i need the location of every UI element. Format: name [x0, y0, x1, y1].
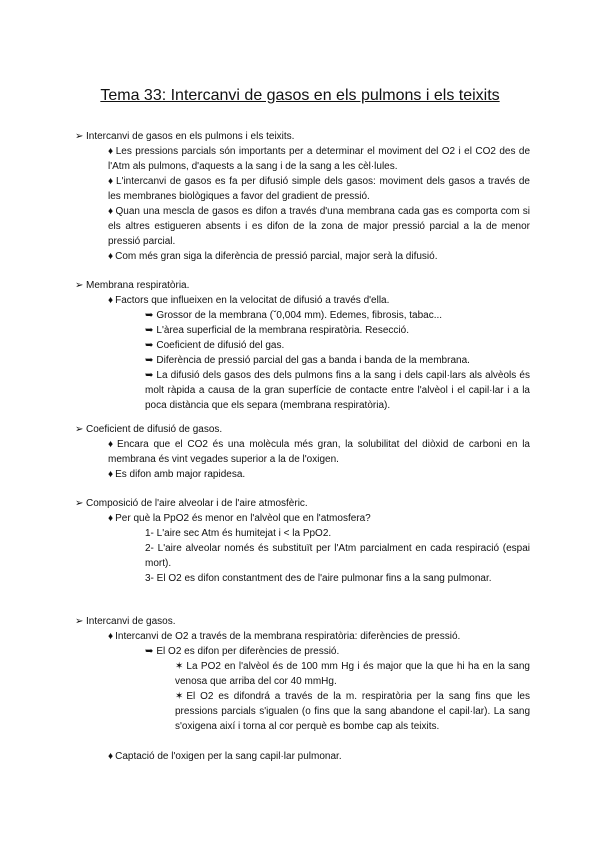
star-bullet-icon: ✶ — [175, 661, 184, 672]
curved-arrow-icon: ➥ — [145, 325, 154, 336]
diamond-bullet-icon: ♦ — [108, 751, 114, 762]
sub-list-item: ➥ Diferència de pressió parcial del gas a banda i banda de la membrana. — [145, 355, 470, 366]
diamond-bullet-icon: ♦ — [108, 176, 114, 187]
list-item: ♦ Les pressions parcials són importants per a determinar el moviment del O2 i el CO2 des de l'Atm als pulmons, d'aquests a la sang i de la sang a les cèl·lules. — [108, 146, 531, 172]
section-diffusion-coefficient — [75, 422, 530, 482]
arrowhead-bullet-icon: ➢ — [75, 131, 84, 142]
section-heading — [75, 129, 530, 144]
curved-arrow-icon: ➥ — [145, 355, 154, 366]
numbered-item: 1- L'aire sec Atm és humitejat i < la PpO2. — [145, 528, 332, 539]
numbered-item: 2- L'aire alveolar només és substituït per l'Atm parcialment en cada respiració (espai mort). — [145, 543, 530, 569]
curved-arrow-icon: ➥ — [145, 370, 154, 381]
heading-text: Membrana respiratòria. — [86, 280, 190, 291]
curved-arrow-icon: ➥ — [145, 646, 154, 657]
sub-list-item: ➥ El O2 es difon per diferències de pressió. — [145, 646, 340, 657]
heading-text: Intercanvi de gasos. — [86, 616, 176, 627]
section-heading — [75, 614, 530, 629]
heading-text: Intercanvi de gasos en els pulmons i els teixits. — [86, 131, 295, 142]
section-respiratory-membrane — [75, 278, 530, 413]
list-item: ♦ Encara que el CO2 és una molècula més gran, la solubilitat del diòxid de carboni en la membrana és vint vegades superior a la de l'oxigen. — [108, 439, 530, 465]
diamond-bullet-icon: ♦ — [108, 469, 114, 480]
arrowhead-bullet-icon: ➢ — [75, 424, 84, 435]
diamond-bullet-icon: ♦ — [108, 206, 114, 217]
curved-arrow-icon: ➥ — [145, 310, 154, 321]
section-gas-exchange — [75, 614, 530, 764]
diamond-bullet-icon: ♦ — [108, 513, 114, 524]
list-item: ♦ Com més gran siga la diferència de pressió parcial, major serà la difusió. — [108, 251, 438, 262]
arrowhead-bullet-icon: ➢ — [75, 616, 84, 627]
diamond-bullet-icon: ♦ — [108, 631, 114, 642]
curved-arrow-icon: ➥ — [145, 340, 154, 351]
sub-list-item: ➥ La difusió dels gasos des dels pulmons fins a la sang i dels capil·lars als alvèols és molt ràpida a causa de la gran superfície de contacte entre l'alvèol i el capil·lar i a la poca distància que els separa (membrana respiratòria). — [145, 370, 530, 411]
section-heading — [75, 496, 530, 511]
list-item: ♦ L'intercanvi de gasos es fa per difusió simple dels gasos: moviment dels gasos a través de les membranes biològiques a favor del gradient de pressió. — [108, 176, 530, 202]
sub-list-item: ➥ Coeficient de difusió del gas. — [145, 340, 285, 351]
diamond-bullet-icon: ♦ — [108, 146, 114, 157]
star-bullet-icon: ✶ — [175, 691, 184, 702]
list-item: ♦ Intercanvi de O2 a través de la membrana respiratòria: diferències de pressió. — [108, 631, 461, 642]
list-item: ♦ Factors que influeixen en la velocitat de difusió a través d'ella. — [108, 295, 390, 306]
list-item: ♦ Es difon amb major rapidesa. — [108, 469, 246, 480]
sub-list-item: ➥ Grossor de la membrana (ˇ0,004 mm). Edemes, fibrosis, tabac... — [145, 310, 443, 321]
arrowhead-bullet-icon: ➢ — [75, 280, 84, 291]
section-heading — [75, 278, 530, 293]
list-item: ♦ Quan una mescla de gasos es difon a través d'una membrana cada gas es comporta com si els altres estigueren absents i es difon de la zona de major pressió parcial a la de menor pressió parcial. — [108, 206, 530, 247]
page-title: Tema 33: Intercanvi de gasos en els pulmons i els teixits — [100, 86, 500, 104]
section-heading — [75, 422, 530, 437]
point-item: ✶ El O2 es difondrá a través de la m. respiratòria per la sang fins que les pressions parcials s'igualen (o fins que la sang abandone el capil·lar). La sang s'oxigena així i torna al cor perquè es bombe cap als teixits. — [175, 691, 530, 732]
heading-text: Composició de l'aire alveolar i de l'aire atmosfèric. — [86, 498, 308, 509]
diamond-bullet-icon: ♦ — [108, 295, 114, 306]
sub-list-item: ➥ L'àrea superficial de la membrana respiratòria. Resecció. — [145, 325, 409, 336]
numbered-item: 3- El O2 es difon constantment des de l'aire pulmonar fins a la sang pulmonar. — [145, 573, 492, 584]
heading-text: Coeficient de difusió de gasos. — [86, 424, 223, 435]
point-item: ✶ La PO2 en l'alvèol és de 100 mm Hg i és major que la que hi ha en la sang venosa que arriba del cor 40 mmHg. — [175, 661, 530, 687]
list-item: ♦ Captació de l'oxigen per la sang capil·lar pulmonar. — [108, 751, 342, 762]
diamond-bullet-icon: ♦ — [108, 439, 116, 450]
section-gas-exchange-lungs — [75, 129, 530, 264]
section-air-composition — [75, 496, 530, 586]
list-item: ♦ Per què la PpO2 és menor en l'alvèol que en l'atmosfera? — [108, 513, 371, 524]
arrowhead-bullet-icon: ➢ — [75, 498, 84, 509]
diamond-bullet-icon: ♦ — [108, 251, 114, 262]
